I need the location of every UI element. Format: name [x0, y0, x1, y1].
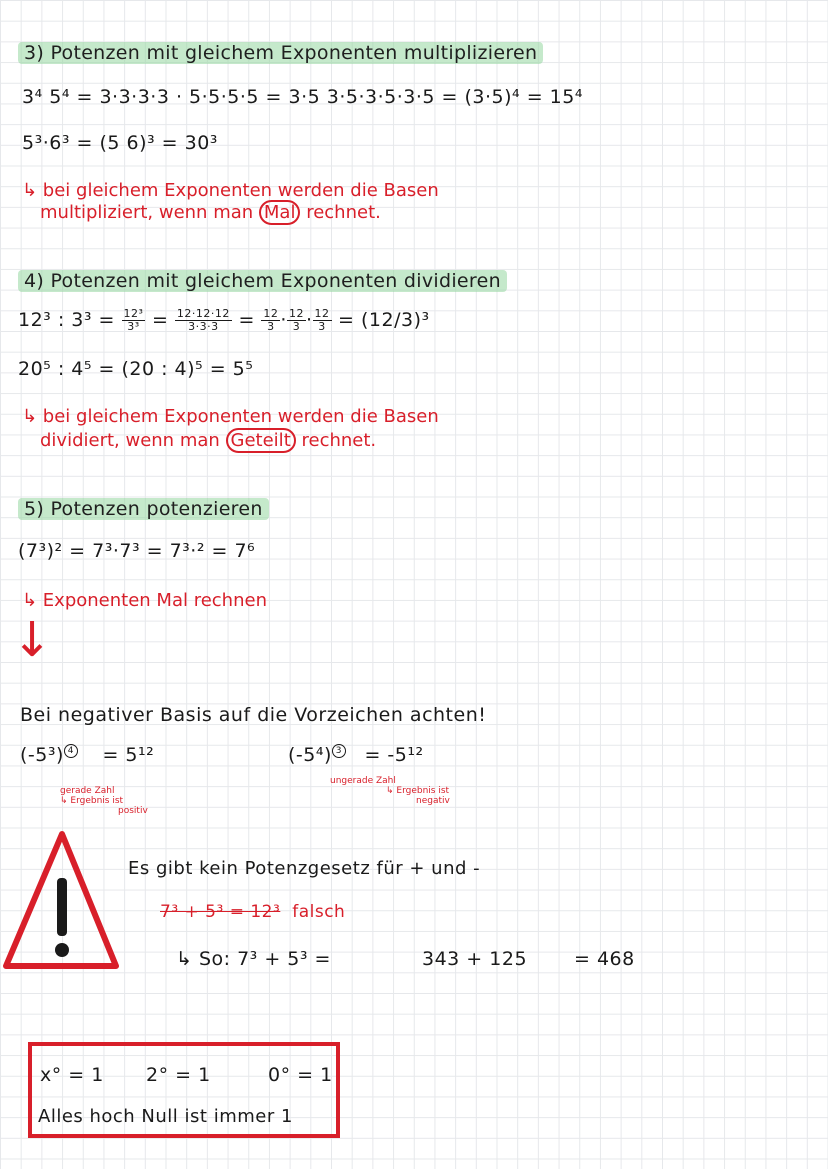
- section-3-line-1: 3⁴ 5⁴ = 3·3·3·3 · 5·5·5·5 = 3·5 3·5·3·5·3·5 = (3·5)⁴ = 15⁴: [22, 86, 583, 108]
- geteilt-circled: Geteilt: [226, 428, 296, 453]
- even-number-note: gerade Zahl ↳ Ergebnis ist positiv: [60, 786, 148, 816]
- section-4-note-line-1: ↳ bei gleichem Exponenten werden die Basen: [22, 406, 439, 427]
- fraction-3b: $\frac{12}{3}$: [288, 307, 304, 333]
- section-5-note: ↳ Exponenten Mal rechnen: [22, 590, 267, 611]
- section-4-note-text: dividiert, wenn man: [40, 430, 220, 451]
- zero-power-rule: Alles hoch Null ist immer 1: [38, 1106, 293, 1127]
- division-end: = (12/3)³: [338, 309, 430, 331]
- zero-power-x: x° = 1: [40, 1064, 104, 1086]
- section-3-note-line-1: ↳ bei gleichem Exponenten werden die Basen: [22, 180, 439, 201]
- crossed-out-equation: 7³ + 5³ = 12³: [160, 902, 281, 922]
- odd-exponent-circle: 3: [332, 744, 346, 758]
- wrong-label: falsch: [292, 902, 346, 922]
- negative-right-expression: (-5⁴) 3 = -5¹²: [288, 744, 424, 766]
- negative-base-title: Bei negativer Basis auf die Vorzeichen achten!: [20, 704, 487, 726]
- division-start: 12³ : 3³ =: [18, 309, 115, 331]
- no-power-law-text: Es gibt kein Potenzgesetz für + und -: [128, 858, 481, 879]
- sum-result: = 468: [574, 948, 635, 970]
- section-5-title: 5) Potenzen potenzieren: [18, 498, 269, 520]
- so-line: ↳ So: 7³ + 5³ =: [176, 948, 331, 970]
- warning-triangle-icon: [0, 826, 124, 976]
- section-3-title: 3) Potenzen mit gleichem Exponenten multiplizieren: [18, 42, 543, 64]
- section-4-title: 4) Potenzen mit gleichem Exponenten dividieren: [18, 270, 507, 292]
- fraction-3c: $\frac{12}{3}$: [314, 307, 330, 333]
- fraction-3a: $\frac{12}{3}$: [263, 307, 279, 333]
- section-4-note-line-2: [40, 430, 376, 452]
- section-3-note-line-2: [40, 202, 381, 224]
- mal-circled: Mal: [259, 200, 301, 225]
- fraction-1: $\frac{\text{12³}}{\text{3³}}$: [123, 307, 144, 333]
- section-3-note-end: rechnet.: [306, 202, 381, 223]
- fraction-2: $\frac{12\cdot 12\cdot 12}{3\cdot 3\cdot 3}$: [176, 307, 230, 333]
- zero-power-2: 2° = 1: [146, 1064, 211, 1086]
- odd-number-note: ungerade Zahl ↳ Ergebnis ist negativ: [330, 776, 450, 806]
- sum-value: 343 + 125: [422, 948, 528, 970]
- section-4-note-end: rechnet.: [301, 430, 377, 451]
- section-4-line-1: 12³ : 3³ = $\frac{\text{12³}}{\text{3³}}$ = $\frac{12\cdot 12\cdot 12}{3\cdot 3\cdot 3}$ = $\frac{12}{3}$ · $\frac{12}{3}$ · $\frac{12}{3}$ = (12/3)³: [18, 307, 430, 333]
- zero-power-0: 0° = 1: [268, 1064, 333, 1086]
- wrong-example: [160, 902, 345, 922]
- down-arrow-icon: ↓: [12, 612, 53, 668]
- section-5-line-1: (7³)² = 7³·7³ = 7³·² = 7⁶: [18, 540, 256, 562]
- section-3-line-2: 5³·6³ = (5 6)³ = 30³: [22, 132, 218, 154]
- even-exponent-circle: 4: [64, 744, 78, 758]
- section-4-line-2: 20⁵ : 4⁵ = (20 : 4)⁵ = 5⁵: [18, 358, 254, 380]
- section-3-note-text: multipliziert, wenn man: [40, 202, 254, 223]
- negative-left-expression: (-5³) 4 = 5¹²: [20, 744, 155, 766]
